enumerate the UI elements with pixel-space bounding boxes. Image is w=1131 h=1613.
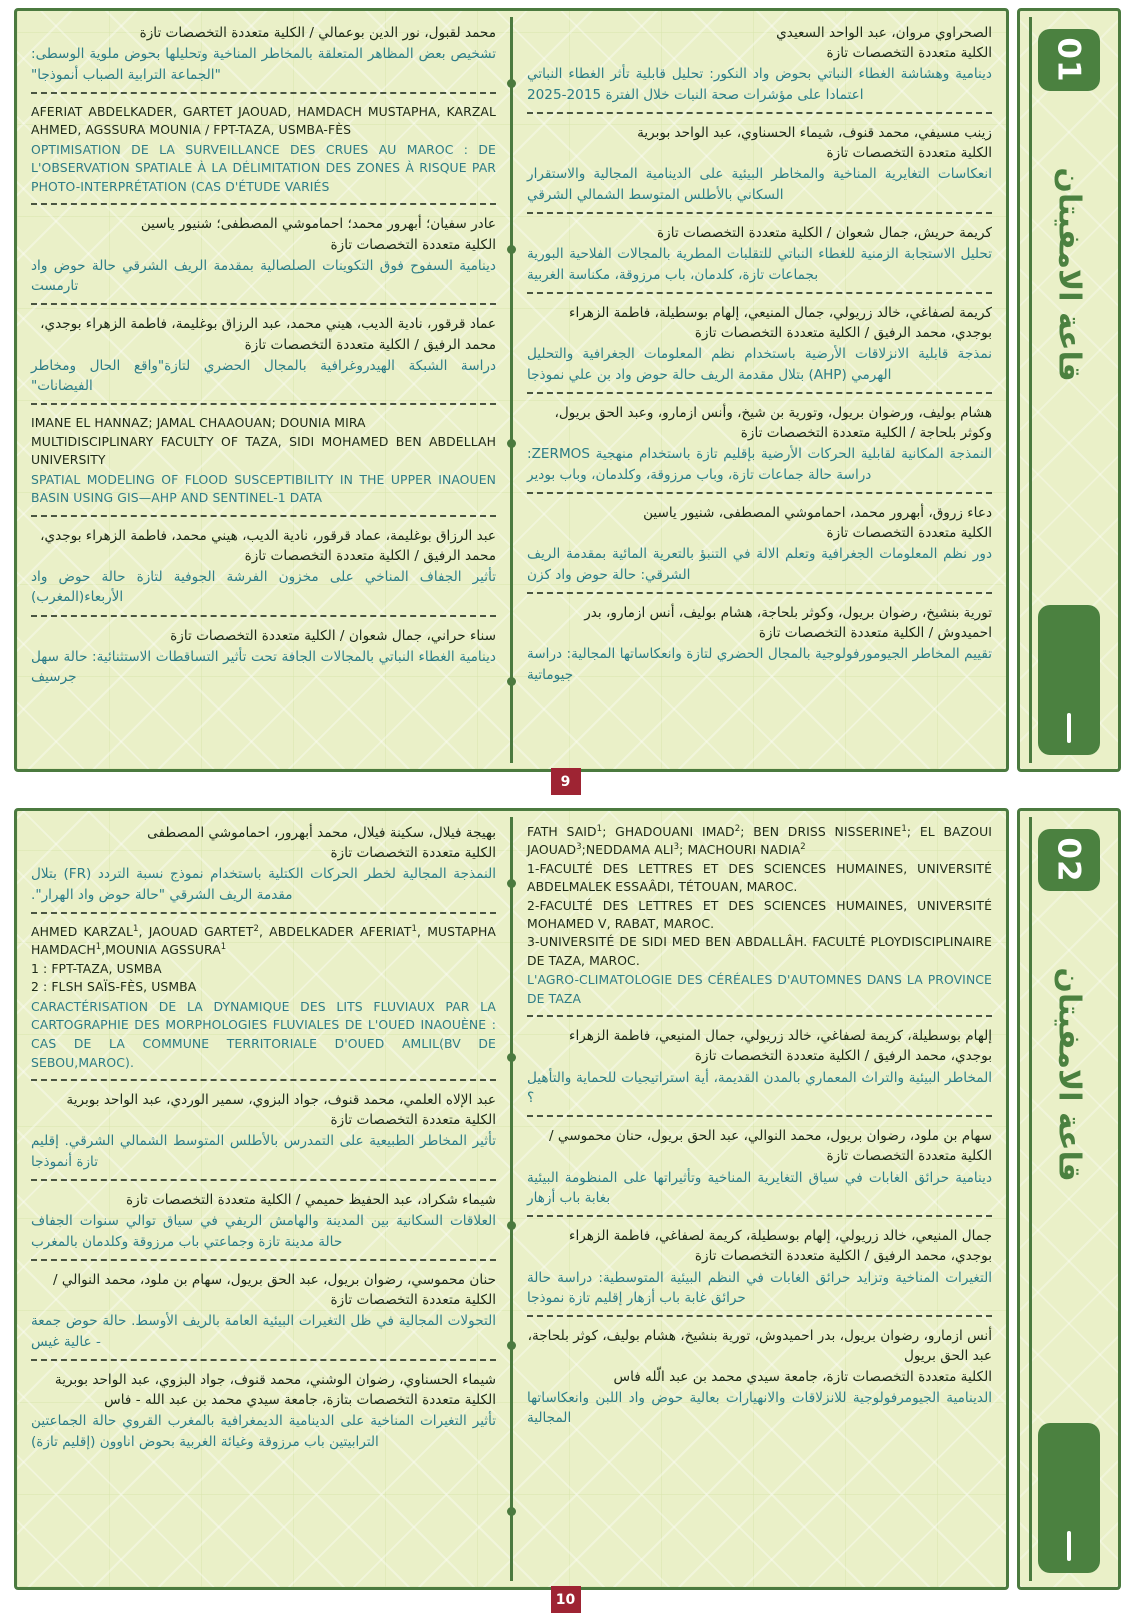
entry-separator — [527, 592, 992, 594]
entry-title: التحولات المجالية في ظل التغيرات البيئية العامة بالريف الأوسط. حالة حوض جمعة - عالية غيس — [31, 1313, 496, 1350]
entry-title: دينامية وهشاشة الغطاء النباتي بحوض واد النكور: تحليل قابلية تأثر الغطاء النباتي اعتمادا على مؤشرات صحة النبات خلال الفترة 2015-2025 — [527, 66, 992, 103]
session-entry — [527, 1126, 992, 1208]
entry-separator — [31, 303, 496, 305]
divider-dot — [507, 1507, 516, 1516]
entry-title: OPTIMISATION DE LA SURVEILLANCE DES CRUES AU MAROC : DE L'OBSERVATION SPATIALE À LA DÉLIMITATION DES ZONES À RISQUE PAR PHOTO-INTERPRÉTATION (CAS D'ÉTUDE VARIÉS — [31, 141, 496, 194]
page2-column-right — [17, 811, 510, 1587]
column-divider-1 — [510, 17, 513, 763]
entry-title: انعكاسات التغايرية المناخية والمخاطر البيئية على الدينامية المجالية والاستقرار السكاني بالأطلس المتوسط الشمالي الشرقي — [527, 166, 992, 203]
entry-authors: AFERIAT ABDELKADER, GARTET JAOUAD, HAMDACH MUSTAPHA, KARZAL AHMED, AGSSURA MOUNIA / FPT-TAZA, USMBA-FÈS — [31, 103, 496, 138]
entry-separator — [527, 212, 992, 214]
entry-authors: بهيجة فيلال، سكينة فيلال، محمد أبهرور، احماموشي المصطفى الكلية متعددة التخصصات تازة — [147, 825, 496, 862]
page1-sidebar — [1017, 8, 1121, 772]
divider-dot — [507, 1341, 516, 1350]
entry-title: دينامية حرائق الغابات في سياق التغايرية المناخية وتأثيراتها على المنظومة البيئية بغابة باب أزهار — [527, 1169, 992, 1206]
page-number-label: 9 — [560, 773, 571, 790]
session-entry — [527, 303, 992, 385]
session-entry — [31, 823, 496, 905]
entry-title: دراسة الشبكة الهيدروغرافية بالمجال الحضري لتازة"واقع الحال ومخاطر الفيضانات" — [31, 357, 496, 395]
entry-separator — [31, 1259, 496, 1261]
entry-list-p2-right — [31, 823, 496, 1452]
session-entry — [31, 526, 496, 608]
session-entry — [527, 1026, 992, 1108]
session-entry — [31, 214, 496, 296]
entry-list-p2-left — [527, 823, 992, 1428]
session-entry — [527, 223, 992, 285]
entry-title: L'AGRO-CLIMATOLOGIE DES CÉRÉALES D'AUTOMNES DANS LA PROVINCE DE TAZA — [527, 972, 992, 1006]
content-card-2 — [14, 808, 1009, 1590]
entry-authors: الصحراوي مروان، عبد الواحد السعيدي الكلية متعددة التخصصات تازة — [776, 25, 992, 62]
session-entry — [527, 823, 992, 1008]
entry-authors: جمال المنيعي، خالد زريولي، إلهام بوسطيلة، كريمة لصفاغي، فاطمة الزهراء بوجدي، محمد الرفيق / الكلية متعددة التخصصات تازة — [569, 1228, 992, 1265]
entry-title: تأثير التغيرات المناخية على الدينامية الديمغرافية بالمغرب القروي حالة الجماعتين الترابيتين باب مرزوقة وغيائة الغربية بحوض اناوون (إقليم تازة) — [31, 1413, 496, 1450]
sidebar-rule — [1029, 17, 1032, 763]
session-entry — [527, 1226, 992, 1308]
entry-authors: محمد لقبول، نور الدين بوعمالي / الكلية متعددة التخصصات تازة — [139, 25, 496, 41]
entry-title: المخاطر البيئية والتراث المعماري بالمدن القديمة، أية استراتيجيات للحماية والتأهيل ؟ — [527, 1069, 992, 1106]
session-entry — [527, 23, 992, 105]
entry-separator — [31, 403, 496, 405]
entry-authors: عماد قرقور، نادية الديب، هيني محمد، عبد الرزاق بوغليمة، فاطمة الزهراء بوجدي، محمد الرفيق / الكلية متعددة التخصصات تازة — [40, 316, 496, 353]
session-entry — [31, 1270, 496, 1352]
session-number-badge-1 — [1038, 29, 1100, 91]
entry-authors: سناء حراني، جمال شعوان / الكلية متعددة التخصصات تازة — [170, 627, 496, 644]
entry-authors: FATH SAID$^1$; GHADOUANI IMAD$^2$; BEN DRISS NISSERINE$^1$; EL BAZOUI JAOUAD$^3$;NEDDAMA ALI$^3$; MACHOURI NADIA$^2$ 1-FACULTÉ DES LETTRES ET DES SCIENCES HUMAINES, UNIVERSITÉ ABDELMALEK ESSAÂDI, TÉTOUAN, MAROC. 2-FACULTÉ DES LETTRES ET DES SCIENCES HUMAINES, UNIVERSITÉ MOHAMED V, RABAT, MAROC. 3-UNIVERSITÉ DE SIDI MED BEN ABDALLÂH. FACULTÉ PLOYDISCIPLINAIRE DE TAZA, MAROC. — [527, 824, 992, 968]
sidebar-title-2 — [1020, 907, 1118, 1415]
session-entry — [527, 603, 992, 685]
page-number-badge-1 — [551, 768, 581, 795]
session-entry — [527, 503, 992, 585]
content-card-1 — [14, 8, 1009, 772]
entry-authors: تورية بنشيخ، رضوان بريول، وكوثر بلحاجة، هشام بوليف، أنس ازمارو، بدر احميدوش / الكلية متعددة التخصصات تازة — [584, 604, 992, 641]
entry-authors: حنان محموسي، رضوان بريول، عبد الحق بريول، سهام بن ملود، محمد النوالي / الكلية متعددة التخصصات تازة — [52, 1272, 496, 1309]
session-number-label: 02 — [1050, 837, 1087, 883]
entry-authors: عادر سفيان؛ أبهرور محمد؛ احماموشي المصطفى؛ شنيور ياسين الكلية متعددة التخصصات تازة — [140, 216, 496, 253]
divider-dot — [507, 245, 516, 254]
page1-column-right — [17, 11, 510, 769]
entry-title: النمذجة المكانية لقابلية الحركات الأرضية بإقليم تازة باستخدام منهجية ZERMOS: دراسة حالة جماعات تازة، وباب مرزوقة، وكلدمان، وباب بودير — [527, 446, 992, 483]
page1-column-left — [513, 11, 1006, 769]
session-entry — [31, 923, 496, 1072]
entry-list-p1-left — [527, 23, 992, 685]
entry-title: نمذجة قابلية الانزلاقات الأرضية باستخدام نظم المعلومات الجغرافية والتحليل الهرمي (AHP) بتلال مقدمة الريف حالة حوض واد بن علي نموذجا — [527, 346, 992, 383]
entry-title: CARACTÉRISATION DE LA DYNAMIQUE DES LITS FLUVIAUX PAR LA CARTOGRAPHIE DES MORPHOLOGIES FLUVIALES DE L'OUED INAOUÈNE : CAS DE LA COMMUNE TERRITORIALE D'OUED AMLIL(BV DE SEBOU,MAROC). — [31, 998, 496, 1070]
session-entry — [527, 1326, 992, 1428]
session-entry — [31, 626, 496, 688]
session-number-label: 01 — [1050, 37, 1087, 83]
entry-separator — [527, 292, 992, 294]
session-entry — [31, 414, 496, 507]
sidebar-decor-block-1 — [1038, 605, 1100, 755]
session-entry — [527, 403, 992, 485]
divider-dot — [507, 1053, 516, 1062]
session-entry — [31, 23, 496, 85]
entry-authors: هشام بوليف، ورضوان بريول، وتورية بن شيخ، وأنس ازمارو، وعبد الحق بريول، وكوثر بلحاجة / الكلية متعددة التخصصات تازة — [554, 404, 992, 441]
entry-separator — [31, 1359, 496, 1361]
entry-authors: كريمة لصفاغي، خالد زريولي، جمال المنيعي، إلهام بوسطيلة، فاطمة الزهراء بوجدي، محمد الرفيق / الكلية متعددة التخصصات تازة — [569, 304, 992, 341]
entry-title: دور نظم المعلومات الجغرافية وتعلم الالة في التنبؤ بالتعرية المائية بمقدمة الريف الشرقي: حالة حوض واد كزن — [527, 546, 992, 583]
entry-separator — [31, 615, 496, 617]
entry-separator — [527, 492, 992, 494]
entry-title: النمذجة المجالية لخطر الحركات الكتلية باستخدام نموذج نسبة التردد (FR) بتلال مقدمة الريف الشرقي "حالة حوض واد الهرار". — [31, 866, 496, 903]
entry-title: SPATIAL MODELING OF FLOOD SUSCEPTIBILITY IN THE UPPER INAOUEN BASIN USING GIS—AHP AND SENTINEL-1 DATA — [31, 471, 496, 506]
page2-sidebar — [1017, 808, 1121, 1590]
entry-separator — [527, 1015, 992, 1017]
entry-list-p1-right — [31, 23, 496, 688]
entry-title: تحليل الاستجابة الزمنية للغطاء النباتي للتقلبات المطرية بالمجالات الفلاحية البورية بجماعات تازة، كلدمان، باب مرزوقة، مكناسة الغربية — [527, 246, 992, 283]
entry-title: تشخيص بعض المظاهر المتعلقة بالمخاطر المناخية وتحليلها بحوض ملوية الوسطى: "الجماعة الترابية الصباب أنموذجا" — [31, 46, 496, 83]
divider-dot — [507, 79, 516, 88]
entry-separator — [527, 112, 992, 114]
entry-title: التغيرات المناخية وتزايد حرائق الغابات في النظم البيئية المتوسطية: دراسة حالة حرائق غابة باب أزهار إقليم تازة نموذجا — [527, 1269, 992, 1306]
entry-title: تأثير المخاطر الطبيعية على التمدرس بالأطلس المتوسط الشمالي الشرقي. إقليم تازة أنموذجا — [31, 1133, 496, 1170]
entry-authors: شيماء الحسناوي، رضوان الوشني، محمد قنوف، جواد البزوي، عبد الواحد بوبرية الكلية متعددة التخصصات بتازة، جامعة سيدي محمد بن عبد الله - فاس — [54, 1372, 496, 1409]
sidebar-title-label: قاعة الامفيتان — [1051, 967, 1087, 1182]
entry-title: العلاقات السكانية بين المدينة والهامش الريفي في سياق توالي سنوات الجفاف حالة مدينة تازة وجماعتي باب مرزوقة وكلدمان بالمغرب — [31, 1213, 496, 1250]
entry-separator — [527, 1215, 992, 1217]
entry-separator — [31, 912, 496, 914]
page2-column-left — [513, 811, 1006, 1587]
entry-separator — [31, 515, 496, 517]
entry-authors: AHMED KARZAL$^1$, JAOUAD GARTET$^2$, ABDELKADER AFERIAT$^1$, MUSTAPHA HAMDACH$^1$,MOUNIA AGSSURA$^1$ 1 : FPT-TAZA, USMBA 2 : FLSH SAÏS-FÈS, USMBA — [31, 924, 496, 995]
entry-separator — [31, 1079, 496, 1081]
session-entry — [31, 103, 496, 197]
entry-authors: عبد الإلاه العلمي، محمد قنوف، جواد البزوي، سمير الوردي، عبد الواحد بوبرية الكلية متعددة التخصصات تازة — [66, 1092, 496, 1129]
session-entry — [31, 1090, 496, 1172]
entry-separator — [527, 392, 992, 394]
sidebar-decor-block-2 — [1038, 1423, 1100, 1573]
entry-title: دينامية السفوح فوق التكوينات الصلصالية بمقدمة الريف الشرقي حالة حوض واد تارمست — [31, 257, 496, 295]
page-block-1 — [0, 0, 1131, 790]
divider-dot — [507, 677, 516, 686]
session-entry — [527, 123, 992, 205]
entry-title: دينامية الغطاء النباتي بالمجالات الجافة تحت تأثير التساقطات الاستثنائية: حالة سهل جرسيف — [31, 648, 496, 686]
page-number-label: 10 — [555, 1591, 576, 1608]
session-entry — [31, 1370, 496, 1452]
sidebar-rule — [1029, 817, 1032, 1581]
divider-dot — [507, 1221, 516, 1230]
sidebar-title-label: قاعة الامفيتان — [1051, 167, 1087, 382]
entry-authors: عبد الرزاق بوغليمة، عماد قرقور، نادية الديب، هيني محمد، فاطمة الزهراء بوجدي، محمد الرفيق / الكلية متعددة التخصصات تازة — [40, 527, 496, 564]
entry-title: تقييم المخاطر الجيومورفولوجية بالمجال الحضري لتازة وانعكاساتها المجالية: دراسة جيوماتية — [527, 646, 992, 683]
entry-separator — [31, 92, 496, 94]
entry-title: تأثير الجفاف المناخي على مخزون الفرشة الجوفية لتازة حالة حوض واد الأربعاء(المغرب) — [31, 568, 496, 606]
entry-separator — [527, 1115, 992, 1117]
column-divider-2 — [510, 817, 513, 1581]
entry-authors: IMANE EL HANNAZ; JAMAL CHAAOUAN; DOUNIA MIRA MULTIDISCIPLINARY FACULTY OF TAZA, SIDI MOHAMED BEN ABDELLAH UNIVERSITY — [31, 415, 496, 468]
entry-authors: سهام بن ملود، رضوان بريول، محمد النوالي، عبد الحق بريول، حنان محموسي / الكلية متعددة التخصصات تازة — [548, 1128, 992, 1165]
entry-authors: كريمة حريش، جمال شعوان / الكلية متعددة التخصصات تازة — [657, 225, 992, 241]
entry-authors: دعاء زروق، أبهرور محمد، احماموشي المصطفى، شنيور ياسين الكلية متعددة التخصصات تازة — [643, 504, 992, 541]
entry-authors: إلهام بوسطيلة، كريمة لصفاغي، خالد زريولي، جمال المنيعي، فاطمة الزهراء بوجدي، محمد الرفيق / الكلية متعددة التخصصات تازة — [569, 1028, 992, 1065]
entry-separator — [527, 1315, 992, 1317]
entry-title: الدينامية الجيومرفولوجية للانزلاقات والانهيارات بعالية حوض واد اللبن وانعكاساتها المجالية — [527, 1389, 992, 1427]
session-number-badge-2 — [1038, 829, 1100, 891]
session-entry — [31, 1190, 496, 1252]
sidebar-title-1 — [1020, 107, 1118, 597]
entry-separator — [31, 203, 496, 205]
divider-dot — [507, 879, 516, 888]
divider-dot — [507, 439, 516, 448]
page-block-2 — [0, 800, 1131, 1608]
entry-separator — [31, 1179, 496, 1181]
entry-authors: أنس ازمارو، رضوان بريول، بدر احميدوش، تورية بنشيخ، هشام بوليف، كوثر بلحاجة، عبد الحق بريول الكلية متعددة التخصصات تازة، جامعة سيدي محمد بن عبد الّله فاس — [527, 1328, 992, 1385]
entry-authors: شيماء شكراد، عبد الحفيظ حميمي / الكلية متعددة التخصصات تازة — [126, 1192, 496, 1209]
session-entry — [31, 314, 496, 396]
entry-authors: زينب مسيفي، محمد قنوف، شيماء الحسناوي، عبد الواحد بوبرية الكلية متعددة التخصصات تازة — [637, 125, 992, 162]
